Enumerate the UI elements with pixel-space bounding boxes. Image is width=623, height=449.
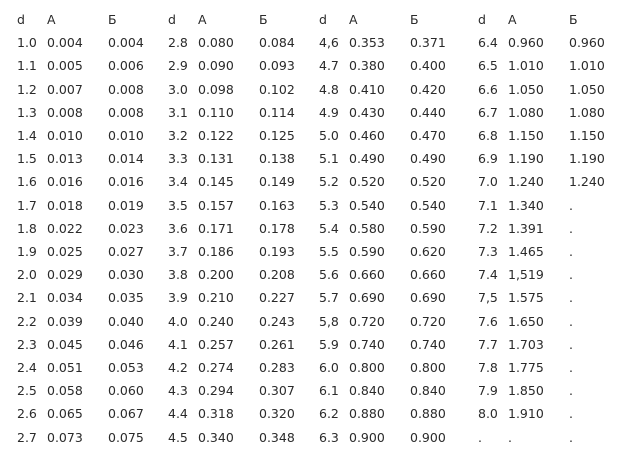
cell-b: 0.660 <box>410 267 446 283</box>
cell-a: 0.340 <box>198 429 234 445</box>
cell-d: 6.9 <box>478 151 498 167</box>
cell-a: 0.039 <box>47 313 83 329</box>
cell-a: 1.910 <box>508 406 544 422</box>
cell-a: 0.131 <box>198 151 234 167</box>
cell-b: 0.102 <box>259 81 295 97</box>
cell-d: 4.1 <box>168 336 188 352</box>
cell-a: 0.058 <box>47 383 83 399</box>
cell-b: . <box>569 313 573 329</box>
cell-d: 4.5 <box>168 429 188 445</box>
cell-b: 0.320 <box>259 406 295 422</box>
cell-a: 0.318 <box>198 406 234 422</box>
cell-a: 0.025 <box>47 244 83 260</box>
table-row <box>0 263 623 286</box>
cell-d: 1.7 <box>17 197 37 213</box>
cell-b: 0.023 <box>108 220 144 236</box>
table-body <box>0 31 623 449</box>
cell-b: 0.067 <box>108 406 144 422</box>
cell-a: 0.005 <box>47 58 83 74</box>
cell-a: 0.171 <box>198 220 234 236</box>
cell-d: 1.1 <box>17 58 37 74</box>
cell-b: 0.348 <box>259 429 295 445</box>
cell-d: 3.9 <box>168 290 188 306</box>
cell-a: 0.880 <box>349 406 385 422</box>
table-row <box>0 31 623 54</box>
cell-b: 1.150 <box>569 128 605 144</box>
cell-b: 0.075 <box>108 429 144 445</box>
data-table-container <box>0 8 623 449</box>
header-a-group-3: A <box>349 12 358 27</box>
cell-d: 5.6 <box>319 267 339 283</box>
cell-a: 0.410 <box>349 81 385 97</box>
cell-b: . <box>569 290 573 306</box>
cell-b: 0.283 <box>259 360 295 376</box>
cell-d: 2.1 <box>17 290 37 306</box>
cell-d: 3.3 <box>168 151 188 167</box>
header-a-group-1: A <box>47 12 56 27</box>
cell-b: 0.008 <box>108 104 144 120</box>
cell-a: 0.490 <box>349 151 385 167</box>
cell-a: 1.240 <box>508 174 544 190</box>
cell-b: 0.149 <box>259 174 295 190</box>
cell-d: 6.8 <box>478 128 498 144</box>
cell-d: 2.6 <box>17 406 37 422</box>
cell-b: 0.740 <box>410 336 446 352</box>
cell-d: 1.3 <box>17 104 37 120</box>
table-row <box>0 194 623 217</box>
header-d-group-2: d <box>168 12 176 27</box>
cell-b: 0.208 <box>259 267 295 283</box>
cell-b: 0.470 <box>410 128 446 144</box>
cell-a: 0.186 <box>198 244 234 260</box>
cell-d: 4,6 <box>319 35 339 51</box>
header-b-group-3: Б <box>410 12 419 27</box>
cell-a: 1.010 <box>508 58 544 74</box>
cell-b: 0.014 <box>108 151 144 167</box>
cell-a: 0.200 <box>198 267 234 283</box>
cell-d: 7.2 <box>478 220 498 236</box>
cell-d: 3.1 <box>168 104 188 120</box>
cell-a: 0.022 <box>47 220 83 236</box>
table-row <box>0 426 623 449</box>
left-margin <box>0 170 17 193</box>
cell-d: 8.0 <box>478 406 498 422</box>
left-margin <box>0 356 17 379</box>
table-row <box>0 78 623 101</box>
cell-a: 1.575 <box>508 290 544 306</box>
table-row <box>0 402 623 425</box>
table-row <box>0 170 623 193</box>
cell-d: 1.0 <box>17 35 37 51</box>
cell-a: 0.210 <box>198 290 234 306</box>
cell-a: 0.720 <box>349 313 385 329</box>
cell-a: 0.016 <box>47 174 83 190</box>
cell-b: . <box>569 336 573 352</box>
cell-a: 1.190 <box>508 151 544 167</box>
cell-d: 3.6 <box>168 220 188 236</box>
cell-a: 0.274 <box>198 360 234 376</box>
cell-a: 0.145 <box>198 174 234 190</box>
header-b-group-2: Б <box>259 12 268 27</box>
table-row <box>0 124 623 147</box>
left-margin <box>0 78 17 101</box>
cell-a: 0.294 <box>198 383 234 399</box>
cell-a: 0.257 <box>198 336 234 352</box>
header-d-group-4: d <box>478 12 486 27</box>
cell-a: 0.520 <box>349 174 385 190</box>
cell-b: 0.040 <box>108 313 144 329</box>
cell-a: 0.353 <box>349 35 385 51</box>
cell-d: 4.7 <box>319 58 339 74</box>
left-margin <box>0 379 17 402</box>
cell-a: 0.240 <box>198 313 234 329</box>
cell-a: 0.080 <box>198 35 234 51</box>
cell-d: 4.4 <box>168 406 188 422</box>
cell-a: 0.034 <box>47 290 83 306</box>
cell-a: 1.850 <box>508 383 544 399</box>
left-margin <box>0 402 17 425</box>
cell-d: 5.2 <box>319 174 339 190</box>
cell-b: 1.190 <box>569 151 605 167</box>
cell-d: 4.8 <box>319 81 339 97</box>
table-row <box>0 54 623 77</box>
cell-d: 7.8 <box>478 360 498 376</box>
cell-b: 0.030 <box>108 267 144 283</box>
cell-b: . <box>569 429 573 445</box>
header-b-group-1: Б <box>108 12 117 27</box>
cell-d: 5.5 <box>319 244 339 260</box>
cell-b: 0.016 <box>108 174 144 190</box>
cell-a: 0.098 <box>198 81 234 97</box>
cell-b: . <box>569 406 573 422</box>
cell-a: 0.008 <box>47 104 83 120</box>
data-table <box>0 8 623 449</box>
cell-b: 0.008 <box>108 81 144 97</box>
cell-a: 0.007 <box>47 81 83 97</box>
cell-b: . <box>569 220 573 236</box>
cell-a: 1.775 <box>508 360 544 376</box>
cell-b: 0.840 <box>410 383 446 399</box>
cell-d: 7.0 <box>478 174 498 190</box>
cell-a: 0.460 <box>349 128 385 144</box>
cell-d: 2.0 <box>17 267 37 283</box>
header-d-group-3: d <box>319 12 327 27</box>
cell-d: 5.0 <box>319 128 339 144</box>
table-row <box>0 333 623 356</box>
table-row <box>0 379 623 402</box>
cell-d: 7.9 <box>478 383 498 399</box>
cell-b: 0.093 <box>259 58 295 74</box>
table-row <box>0 217 623 240</box>
cell-d: 1.2 <box>17 81 37 97</box>
cell-a: 1.650 <box>508 313 544 329</box>
table-row <box>0 240 623 263</box>
cell-d: 7.3 <box>478 244 498 260</box>
cell-d: 6.4 <box>478 35 498 51</box>
cell-a: 1.050 <box>508 81 544 97</box>
cell-a: 0.157 <box>198 197 234 213</box>
cell-b: 0.490 <box>410 151 446 167</box>
left-margin <box>0 124 17 147</box>
cell-d: 5.4 <box>319 220 339 236</box>
cell-a: 0.580 <box>349 220 385 236</box>
left-margin <box>0 31 17 54</box>
cell-d: 3.2 <box>168 128 188 144</box>
cell-b: 0.620 <box>410 244 446 260</box>
cell-b: 0.193 <box>259 244 295 260</box>
cell-a: 1.703 <box>508 336 544 352</box>
cell-d: 2.5 <box>17 383 37 399</box>
cell-a: 1.080 <box>508 104 544 120</box>
cell-b: 0.114 <box>259 104 295 120</box>
cell-d: 6.1 <box>319 383 339 399</box>
cell-d: 3.7 <box>168 244 188 260</box>
cell-a: 0.110 <box>198 104 234 120</box>
cell-a: 0.018 <box>47 197 83 213</box>
cell-a: 0.840 <box>349 383 385 399</box>
cell-a: 0.660 <box>349 267 385 283</box>
cell-d: 5.1 <box>319 151 339 167</box>
cell-d: 1.8 <box>17 220 37 236</box>
cell-d: 5,8 <box>319 313 339 329</box>
cell-a: 0.540 <box>349 197 385 213</box>
cell-b: 0.027 <box>108 244 144 260</box>
table-row <box>0 356 623 379</box>
cell-a: 0.051 <box>47 360 83 376</box>
table-row <box>0 101 623 124</box>
cell-b: . <box>569 197 573 213</box>
cell-a: 0.800 <box>349 360 385 376</box>
cell-b: 0.371 <box>410 35 446 51</box>
cell-a: 0.029 <box>47 267 83 283</box>
cell-a: . <box>508 429 512 445</box>
cell-a: 1.391 <box>508 220 544 236</box>
cell-b: 0.125 <box>259 128 295 144</box>
cell-b: 0.520 <box>410 174 446 190</box>
cell-a: 0.590 <box>349 244 385 260</box>
cell-b: 0.880 <box>410 406 446 422</box>
cell-a: 0.010 <box>47 128 83 144</box>
cell-d: 1.6 <box>17 174 37 190</box>
header-a-group-4: A <box>508 12 517 27</box>
cell-d: 6.3 <box>319 429 339 445</box>
cell-d: 2.7 <box>17 429 37 445</box>
cell-d: 2.9 <box>168 58 188 74</box>
cell-d: 6.5 <box>478 58 498 74</box>
cell-d: 1.9 <box>17 244 37 260</box>
cell-a: 0.960 <box>508 35 544 51</box>
left-margin <box>0 286 17 309</box>
cell-b: 0.084 <box>259 35 295 51</box>
left-margin <box>0 426 17 449</box>
cell-b: 0.004 <box>108 35 144 51</box>
cell-b: 0.261 <box>259 336 295 352</box>
cell-b: 0.046 <box>108 336 144 352</box>
cell-d: 3.4 <box>168 174 188 190</box>
cell-b: . <box>569 267 573 283</box>
left-margin <box>0 263 17 286</box>
cell-b: . <box>569 360 573 376</box>
cell-d: 7.1 <box>478 197 498 213</box>
cell-d: 5.9 <box>319 336 339 352</box>
cell-d: 2.2 <box>17 313 37 329</box>
cell-b: 0.400 <box>410 58 446 74</box>
cell-b: 0.227 <box>259 290 295 306</box>
cell-a: 0.073 <box>47 429 83 445</box>
cell-d: 3.8 <box>168 267 188 283</box>
cell-b: 1.240 <box>569 174 605 190</box>
cell-b: 0.800 <box>410 360 446 376</box>
cell-a: 0.122 <box>198 128 234 144</box>
cell-d: 2.3 <box>17 336 37 352</box>
cell-b: 0.590 <box>410 220 446 236</box>
cell-d: 5.3 <box>319 197 339 213</box>
cell-d: 4.0 <box>168 313 188 329</box>
cell-d: 1.5 <box>17 151 37 167</box>
cell-b: 0.540 <box>410 197 446 213</box>
cell-b: 0.178 <box>259 220 295 236</box>
cell-d: 4.2 <box>168 360 188 376</box>
cell-d: 4.3 <box>168 383 188 399</box>
cell-d: 7.7 <box>478 336 498 352</box>
header-row <box>0 8 623 31</box>
cell-d: 6.6 <box>478 81 498 97</box>
cell-b: 0.019 <box>108 197 144 213</box>
cell-a: 1.340 <box>508 197 544 213</box>
cell-b: 0.243 <box>259 313 295 329</box>
header-a-group-2: A <box>198 12 207 27</box>
cell-d: 2.8 <box>168 35 188 51</box>
cell-a: 0.690 <box>349 290 385 306</box>
left-margin <box>0 54 17 77</box>
left-margin <box>0 240 17 263</box>
cell-a: 0.740 <box>349 336 385 352</box>
table-row <box>0 286 623 309</box>
cell-d: 1.4 <box>17 128 37 144</box>
cell-a: 0.900 <box>349 429 385 445</box>
left-margin <box>0 217 17 240</box>
cell-b: 0.440 <box>410 104 446 120</box>
cell-d: 4.9 <box>319 104 339 120</box>
header-b-group-4: Б <box>569 12 578 27</box>
cell-d: 5.7 <box>319 290 339 306</box>
table-row <box>0 147 623 170</box>
cell-b: 0.163 <box>259 197 295 213</box>
left-margin <box>0 8 17 31</box>
cell-b: 0.960 <box>569 35 605 51</box>
cell-d: 3.5 <box>168 197 188 213</box>
left-margin <box>0 194 17 217</box>
cell-b: 0.690 <box>410 290 446 306</box>
cell-a: 0.380 <box>349 58 385 74</box>
left-margin <box>0 101 17 124</box>
left-margin <box>0 333 17 356</box>
cell-b: . <box>569 244 573 260</box>
cell-b: 0.720 <box>410 313 446 329</box>
table-row <box>0 310 623 333</box>
left-margin <box>0 147 17 170</box>
cell-a: 1.150 <box>508 128 544 144</box>
cell-b: 0.010 <box>108 128 144 144</box>
cell-a: 0.090 <box>198 58 234 74</box>
cell-b: 0.420 <box>410 81 446 97</box>
cell-d: 2.4 <box>17 360 37 376</box>
header-d-group-1: d <box>17 12 25 27</box>
cell-b: 0.138 <box>259 151 295 167</box>
cell-b: 1.010 <box>569 58 605 74</box>
cell-b: . <box>569 383 573 399</box>
cell-d: . <box>478 429 482 445</box>
cell-d: 7.6 <box>478 313 498 329</box>
cell-d: 6.2 <box>319 406 339 422</box>
cell-b: 0.006 <box>108 58 144 74</box>
cell-a: 0.045 <box>47 336 83 352</box>
left-margin <box>0 310 17 333</box>
cell-b: 1.050 <box>569 81 605 97</box>
cell-b: 0.060 <box>108 383 144 399</box>
cell-a: 1.465 <box>508 244 544 260</box>
cell-b: 0.307 <box>259 383 295 399</box>
cell-b: 0.900 <box>410 429 446 445</box>
cell-a: 1,519 <box>508 267 544 283</box>
cell-a: 0.430 <box>349 104 385 120</box>
cell-d: 6.0 <box>319 360 339 376</box>
cell-a: 0.013 <box>47 151 83 167</box>
cell-d: 3.0 <box>168 81 188 97</box>
cell-a: 0.065 <box>47 406 83 422</box>
cell-b: 1.080 <box>569 104 605 120</box>
cell-d: 6.7 <box>478 104 498 120</box>
cell-b: 0.035 <box>108 290 144 306</box>
cell-b: 0.053 <box>108 360 144 376</box>
cell-d: 7,5 <box>478 290 498 306</box>
cell-d: 7.4 <box>478 267 498 283</box>
cell-a: 0.004 <box>47 35 83 51</box>
